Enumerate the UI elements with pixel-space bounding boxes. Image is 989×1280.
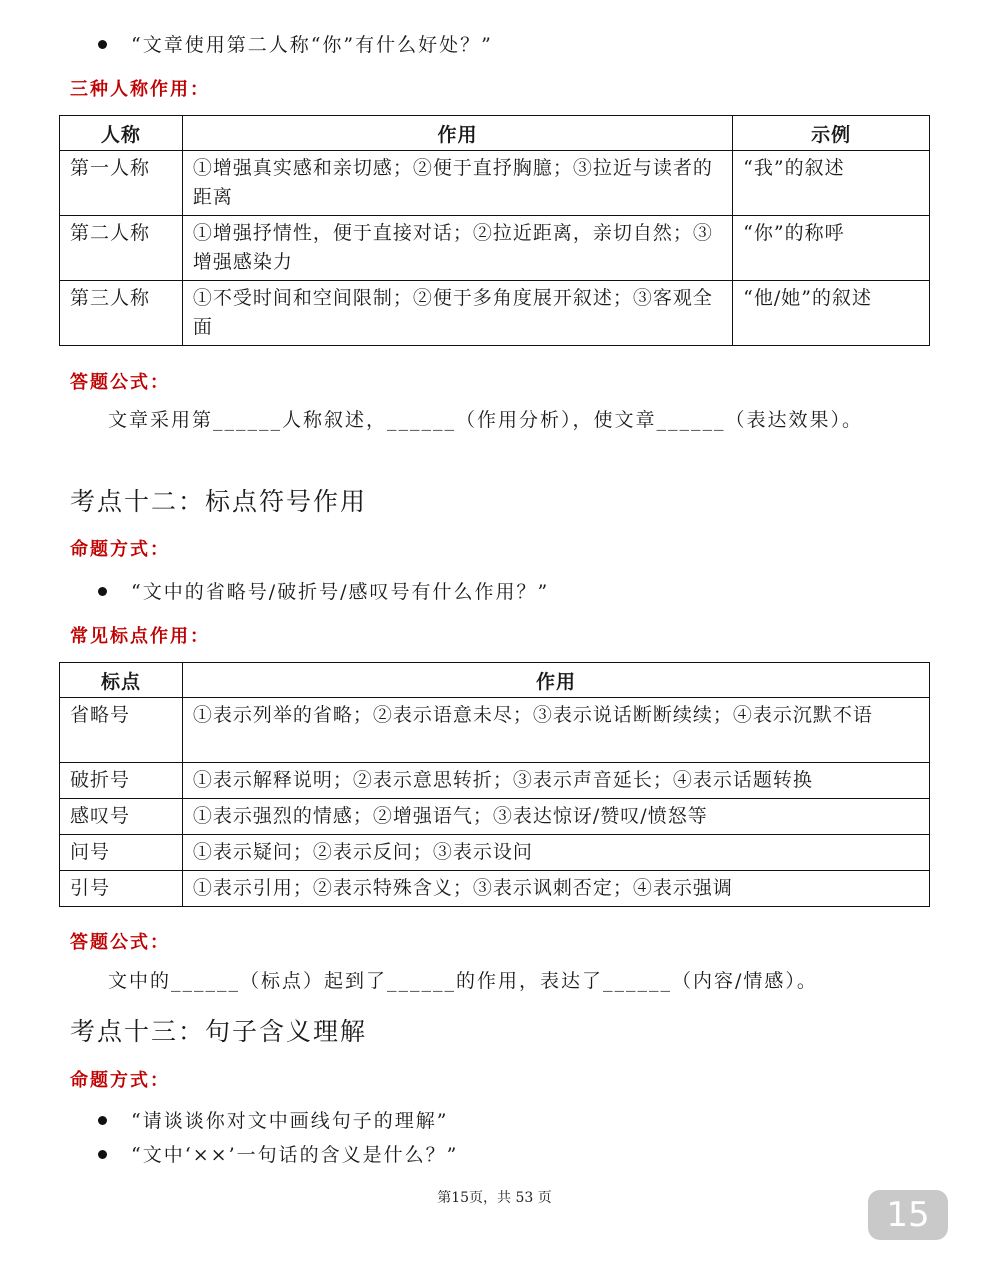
question-bullet bbox=[98, 30, 493, 57]
effect-cell: ①表示引用；②表示特殊含义；③表示讽刺否定；④表示强调 bbox=[182, 871, 929, 907]
table-row bbox=[60, 835, 930, 871]
formula-label: 答题公式： bbox=[70, 372, 170, 393]
bullet-icon bbox=[98, 1116, 107, 1125]
effect-cell: ①表示列举的省略；②表示语意未尽；③表示说话断断续续；④表示沉默不语 bbox=[182, 698, 929, 763]
table-row bbox=[60, 871, 930, 907]
effect-cell: ①增强真实感和亲切感；②便于直抒胸臆；③拉近与读者的距离 bbox=[182, 151, 732, 216]
section-title: 考点十三：句子含义理解 bbox=[70, 1017, 368, 1046]
column-header: 人称 bbox=[60, 116, 183, 151]
person-cell: 第一人称 bbox=[60, 151, 183, 216]
mark-cell: 问号 bbox=[60, 835, 183, 871]
table-row bbox=[60, 281, 930, 346]
table-row bbox=[60, 698, 930, 763]
formula-label: 答题公式： bbox=[70, 932, 170, 953]
bullet-icon bbox=[98, 1150, 107, 1159]
example-cell: “你”的称呼 bbox=[733, 216, 930, 281]
mark-cell: 感叹号 bbox=[60, 799, 183, 835]
answer-formula: 文中的______（标点）起到了______的作用，表达了______（内容/情感）。 bbox=[108, 970, 818, 992]
person-table-label: 三种人称作用： bbox=[70, 79, 210, 100]
table-header-row bbox=[60, 116, 930, 151]
table-row bbox=[60, 763, 930, 799]
effect-cell: ①表示疑问；②表示反问；③表示设问 bbox=[182, 835, 929, 871]
table-row bbox=[60, 151, 930, 216]
page-number-badge: 15 bbox=[868, 1190, 948, 1240]
effect-cell: ①增强抒情性，便于直接对话；②拉近距离，亲切自然；③增强感染力 bbox=[182, 216, 732, 281]
effect-cell: ①不受时间和空间限制；②便于多角度展开叙述；③客观全面 bbox=[182, 281, 732, 346]
effect-cell: ①表示强烈的情感；②增强语气；③表达惊讶/赞叹/愤怒等 bbox=[182, 799, 929, 835]
section-title: 考点十二：标点符号作用 bbox=[70, 487, 368, 516]
punctuation-table bbox=[59, 662, 930, 907]
person-cell: 第三人称 bbox=[60, 281, 183, 346]
effect-cell: ①表示解释说明；②表示意思转折；③表示声音延长；④表示话题转换 bbox=[182, 763, 929, 799]
column-header: 作用 bbox=[182, 116, 732, 151]
column-header: 作用 bbox=[182, 663, 929, 698]
question-bullet bbox=[98, 1106, 448, 1133]
punct-table-label: 常见标点作用： bbox=[70, 626, 210, 647]
page-footer: 第15页，共 53 页 bbox=[437, 1190, 552, 1206]
example-cell: “我”的叙述 bbox=[733, 151, 930, 216]
answer-formula: 文章采用第______人称叙述，______（作用分析），使文章______（表达效果）。 bbox=[108, 409, 864, 431]
mark-cell: 引号 bbox=[60, 871, 183, 907]
bullet-icon bbox=[98, 587, 107, 596]
table-header-row bbox=[60, 663, 930, 698]
question-type-label: 命题方式： bbox=[70, 539, 170, 560]
table-row bbox=[60, 799, 930, 835]
bullet-text: “文中的省略号/破折号/感叹号有什么作用？” bbox=[131, 581, 550, 603]
question-type-label: 命题方式： bbox=[70, 1070, 170, 1091]
person-table bbox=[59, 115, 930, 346]
mark-cell: 破折号 bbox=[60, 763, 183, 799]
question-bullet bbox=[98, 577, 549, 604]
bullet-text: “文中‘××’一句话的含义是什么？” bbox=[131, 1144, 459, 1166]
bullet-text: “请谈谈你对文中画线句子的理解” bbox=[131, 1110, 449, 1132]
table-row bbox=[60, 216, 930, 281]
column-header: 示例 bbox=[733, 116, 930, 151]
mark-cell: 省略号 bbox=[60, 698, 183, 763]
example-cell: “他/她”的叙述 bbox=[733, 281, 930, 346]
question-bullet bbox=[98, 1140, 458, 1167]
column-header: 标点 bbox=[60, 663, 183, 698]
bullet-text: “文章使用第二人称“你”有什么好处？” bbox=[131, 34, 493, 56]
person-cell: 第二人称 bbox=[60, 216, 183, 281]
bullet-icon bbox=[98, 40, 107, 49]
